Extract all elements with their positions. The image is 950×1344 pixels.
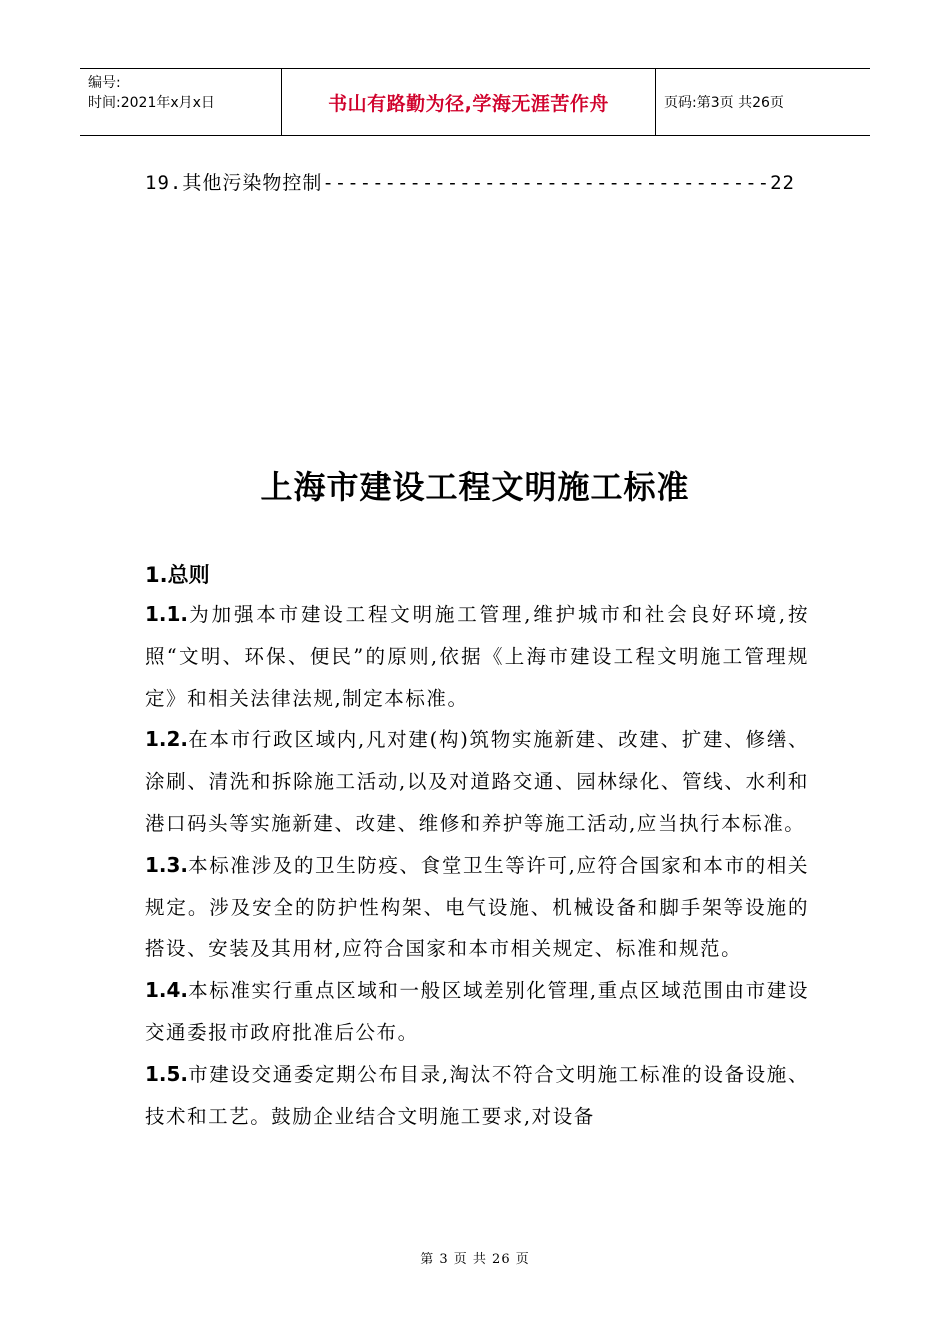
header-motto: 书山有路勤为径,学海无涯苦作舟 (282, 69, 656, 135)
section-heading: 1.总则 (145, 563, 210, 587)
clause-number: 1.5. (145, 1061, 189, 1086)
document-number-label: 编号: (88, 75, 121, 91)
clause-number: 1.2. (145, 727, 189, 752)
clause-text: 在本市行政区域内,凡对建(构)筑物实施新建、改建、扩建、修缮、涂刷、清洗和拆除施工活动,以及对道路交通、园林绿化、管线、水利和港口码头等实施新建、改建、维修和养护等施工活动,应当执行本标准。 (145, 728, 809, 835)
document-title: 上海市建设工程文明施工标准 (260, 468, 690, 506)
paragraph-1-1 (145, 594, 809, 719)
page-header (80, 68, 870, 136)
paragraph-1-3 (145, 845, 809, 970)
clause-number: 1.1. (145, 602, 189, 626)
clause-number: 1.3. (145, 852, 189, 877)
clause-text: 本标准涉及的卫生防疫、食堂卫生等许可,应符合国家和本市的相关规定。涉及安全的防护性构架、电气设施、机械设备和脚手架等设施的搭设、安装及其用材,应符合国家和本市相关规定、标准和规范。 (145, 853, 809, 961)
clause-text: 市建设交通委定期公布目录,淘汰不符合文明施工标准的设备设施、技术和工艺。鼓励企业结合文明施工要求,对设备 (145, 1062, 809, 1128)
document-time-label: 时间:2021年x月x日 (88, 95, 215, 111)
toc-entry: 19.其他污染物控制------------------------------------22 (145, 172, 795, 194)
paragraph-1-4 (145, 970, 809, 1054)
header-meta (80, 69, 282, 135)
paragraph-1-2 (145, 719, 809, 844)
header-page-info: 页码:第3页 共26页 (664, 95, 784, 111)
clause-text: 本标准实行重点区域和一般区域差别化管理,重点区域范围由市建设交通委报市政府批准后公布。 (145, 979, 809, 1044)
clause-text: 为加强本市建设工程文明施工管理,维护城市和社会良好环境,按照“文明、环保、便民”的原则,依据《上海市建设工程文明施工管理规定》和相关法律法规,制定本标准。 (145, 603, 809, 710)
paragraph-1-5 (145, 1054, 809, 1138)
page-footer: 第 3 页 共 26 页 (420, 1252, 530, 1267)
clause-number: 1.4. (145, 978, 189, 1003)
document-body (145, 556, 809, 1137)
